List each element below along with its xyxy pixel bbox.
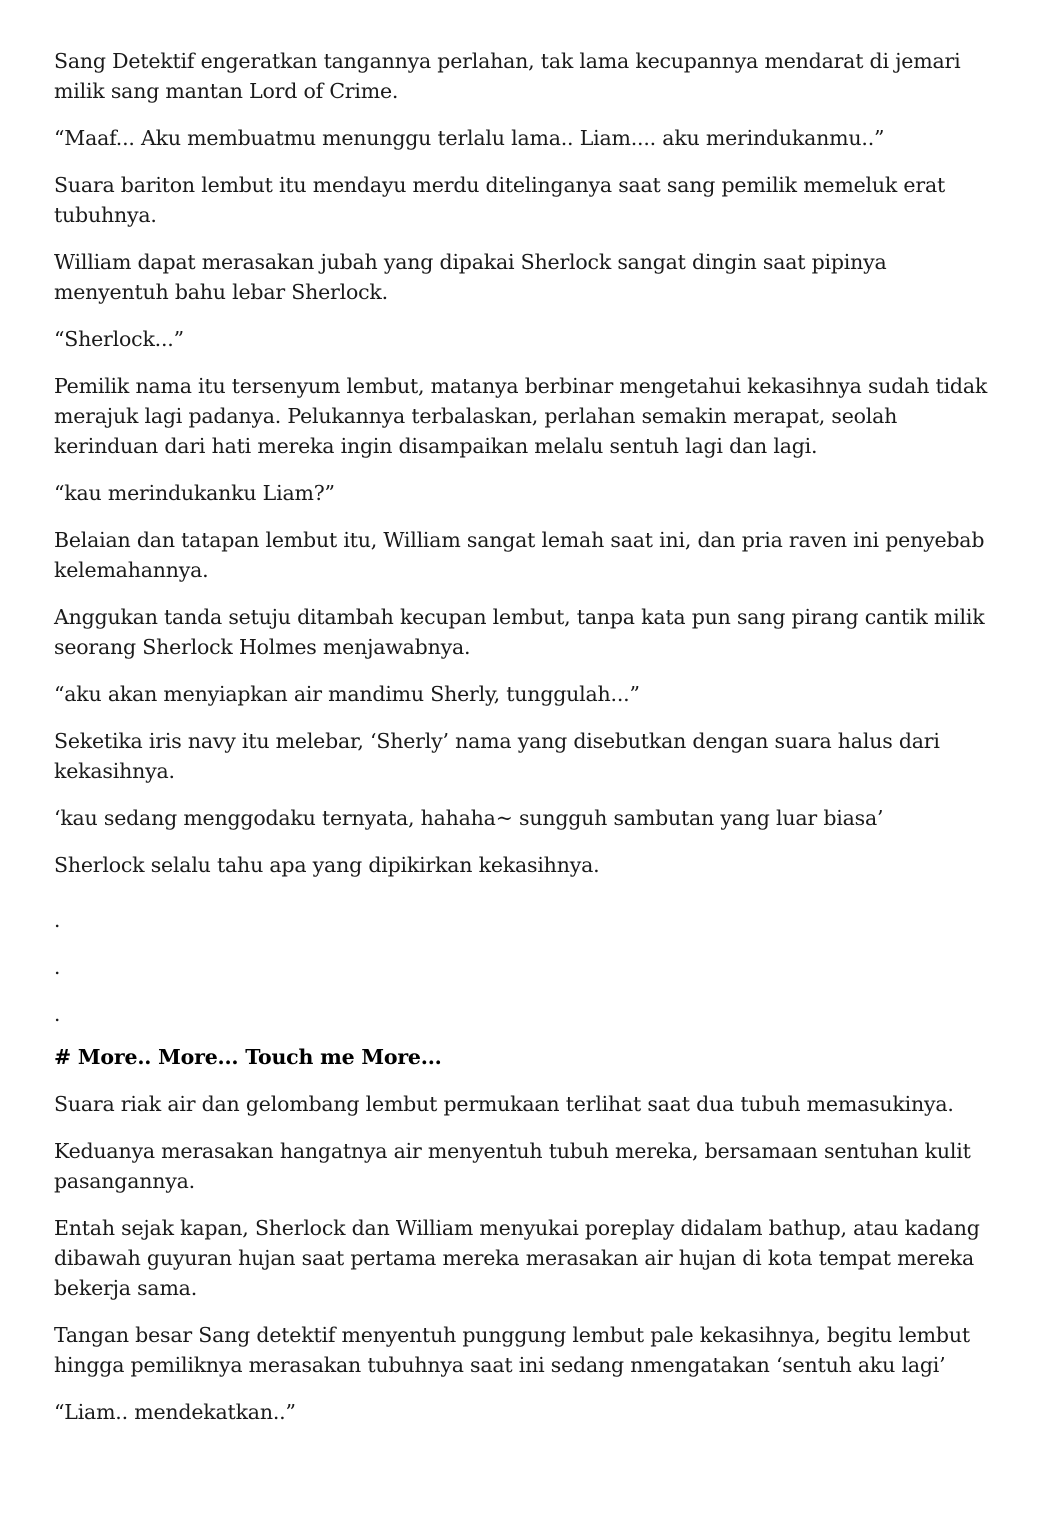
paragraph: Suara riak air dan gelombang lembut permukaan terlihat saat dua tubuh memasukinya. bbox=[54, 1092, 954, 1116]
paragraph: “kau merindukanku Liam?” bbox=[54, 481, 335, 505]
section-heading: # More.. More... Touch me More... bbox=[54, 1045, 442, 1069]
paragraph: “Sherlock...” bbox=[54, 327, 184, 351]
paragraph: Sherlock selalu tahu apa yang dipikirkan kekasihnya. bbox=[54, 853, 600, 877]
paragraph: Seketika iris navy itu melebar, ‘Sherly’ nama yang disebutkan dengan suara halus dari kekasihnya. bbox=[54, 729, 940, 783]
paragraph: ‘kau sedang menggodaku ternyata, hahaha~ sungguh sambutan yang luar biasa’ bbox=[54, 806, 884, 830]
paragraph: “aku akan menyiapkan air mandimu Sherly, tunggulah...” bbox=[54, 682, 640, 706]
paragraph: “Maaf... Aku membuatmu menunggu terlalu lama.. Liam.... aku merindukanmu..” bbox=[54, 126, 885, 150]
paragraph: Sang Detektif engeratkan tangannya perlahan, tak lama kecupannya mendarat di jemari milik sang mantan Lord of Crime. bbox=[54, 49, 961, 103]
separator-dot: . bbox=[54, 955, 61, 979]
separator-dot: . bbox=[54, 908, 61, 932]
paragraph: Belaian dan tatapan lembut itu, William sangat lemah saat ini, dan pria raven ini penyebab kelemahannya. bbox=[54, 528, 985, 582]
paragraph: Pemilik nama itu tersenyum lembut, matanya berbinar mengetahui kekasihnya sudah tidak merajuk lagi padanya. Pelukannya terbalaskan, perlahan semakin merapat, seolah kerinduan dari hati mereka ingin disampaikan melalu sentuh lagi dan lagi. bbox=[54, 374, 988, 458]
document-page bbox=[54, 46, 1004, 1444]
paragraph: Anggukan tanda setuju ditambah kecupan lembut, tanpa kata pun sang pirang cantik milik seorang Sherlock Holmes menjawabnya. bbox=[54, 605, 985, 659]
paragraph: Suara bariton lembut itu mendayu merdu ditelinganya saat sang pemilik memeluk erat tubuhnya. bbox=[54, 173, 946, 227]
paragraph: Keduanya merasakan hangatnya air menyentuh tubuh mereka, bersamaan sentuhan kulit pasangannya. bbox=[54, 1139, 971, 1193]
separator-dot: . bbox=[54, 1002, 61, 1026]
paragraph: “Liam.. mendekatkan..” bbox=[54, 1400, 296, 1424]
paragraph: Entah sejak kapan, Sherlock dan William menyukai poreplay didalam bathup, atau kadang dibawah guyuran hujan saat pertama mereka merasakan air hujan di kota tempat mereka bekerja sama. bbox=[54, 1216, 980, 1300]
paragraph: Tangan besar Sang detektif menyentuh punggung lembut pale kekasihnya, begitu lembut hingga pemiliknya merasakan tubuhnya saat ini sedang nmengatakan ‘sentuh aku lagi’ bbox=[54, 1323, 970, 1377]
paragraph: William dapat merasakan jubah yang dipakai Sherlock sangat dingin saat pipinya menyentuh bahu lebar Sherlock. bbox=[54, 250, 887, 304]
